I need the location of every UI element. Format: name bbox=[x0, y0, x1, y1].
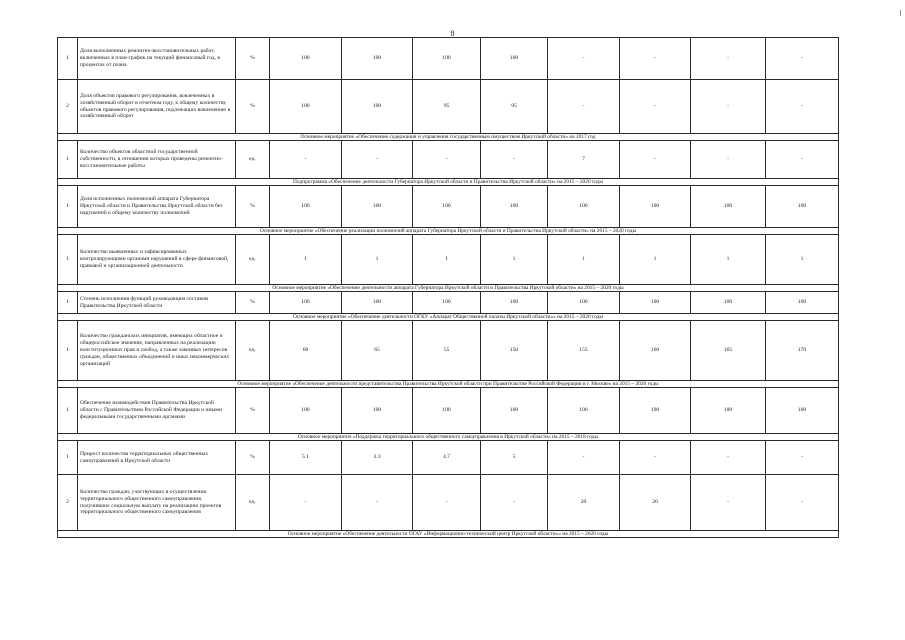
row-number: 2 bbox=[58, 80, 78, 134]
value-cell: 1 bbox=[270, 235, 342, 285]
value-cell: - bbox=[691, 475, 766, 531]
value-cell: 100 bbox=[691, 186, 766, 228]
value-cell: - bbox=[691, 141, 766, 179]
unit-cell: ед. bbox=[236, 141, 270, 179]
value-cell: 100 bbox=[342, 38, 413, 80]
value-cell: 100 bbox=[481, 292, 548, 314]
table-row bbox=[58, 441, 839, 475]
value-cell: - bbox=[548, 80, 620, 134]
unit-cell: % bbox=[236, 80, 270, 134]
value-cell: 7 bbox=[548, 141, 620, 179]
section-header-row bbox=[58, 381, 839, 388]
section-title: Основное мероприятие «Обеспечение деятельности ОГКУ «Аппарат Общественной палаты Иркутской области»» на 2015 – 2020 годы bbox=[58, 314, 839, 321]
row-number: 1 bbox=[58, 388, 78, 434]
value-cell: 100 bbox=[270, 38, 342, 80]
value-cell: 5.1 bbox=[270, 441, 342, 475]
value-cell: 100 bbox=[766, 388, 839, 434]
value-cell: 60 bbox=[270, 321, 342, 381]
value-cell: 100 bbox=[342, 186, 413, 228]
indicator-name: Доля выполненных ремонтно-восстановительных работ, включенных в план-график на текущий финансовый год, в процентах от плана bbox=[78, 38, 236, 80]
section-title: Основное мероприятие «Обеспечение деятельности представительства Правительства Иркутской области при Правительстве Российской Федерации в г. Москве» на 2015 – 2020 годы bbox=[58, 381, 839, 388]
value-cell: 20 bbox=[548, 475, 620, 531]
value-cell: 100 bbox=[481, 186, 548, 228]
row-number: 1 bbox=[58, 141, 78, 179]
value-cell: - bbox=[270, 475, 342, 531]
indicator-name: Доля объектов правового регулирования, вовлеченных в хозяйственный оборот в отчетном году, к общему количеству объектов правового регулирования, подлежащих вовлечению в хозяйственный оборот bbox=[78, 80, 236, 134]
value-cell: - bbox=[620, 141, 691, 179]
value-cell: - bbox=[342, 475, 413, 531]
row-number: 1 bbox=[58, 38, 78, 80]
indicator-name: Доля исполненных полномочий аппарата Губернатора Иркутской области и Правительства Иркутской области без нарушений к общему количеству полномочий bbox=[78, 186, 236, 228]
value-cell: - bbox=[270, 141, 342, 179]
section-header-row bbox=[58, 179, 839, 186]
value-cell: 1 bbox=[548, 235, 620, 285]
value-cell: 100 bbox=[620, 388, 691, 434]
table-row bbox=[58, 475, 839, 531]
value-cell: - bbox=[342, 141, 413, 179]
indicator-name: Количество объектов областной государственной собственности, в отношении которых проведены ремонтно-восстановительные работы bbox=[78, 141, 236, 179]
section-header-row bbox=[58, 285, 839, 292]
value-cell: - bbox=[620, 441, 691, 475]
value-cell: 100 bbox=[270, 388, 342, 434]
unit-cell: ед. bbox=[236, 235, 270, 285]
value-cell: 95 bbox=[481, 80, 548, 134]
value-cell: - bbox=[691, 38, 766, 80]
value-cell: - bbox=[481, 475, 548, 531]
value-cell: 100 bbox=[481, 388, 548, 434]
table-row bbox=[58, 38, 839, 80]
value-cell: 55 bbox=[413, 321, 481, 381]
table-row bbox=[58, 141, 839, 179]
value-cell: 1 bbox=[620, 235, 691, 285]
value-cell: 150 bbox=[481, 321, 548, 381]
value-cell: - bbox=[766, 141, 839, 179]
value-cell: - bbox=[413, 475, 481, 531]
value-cell: 100 bbox=[342, 80, 413, 134]
value-cell: - bbox=[620, 38, 691, 80]
table-row bbox=[58, 186, 839, 228]
section-header-row bbox=[58, 134, 839, 141]
value-cell: 170 bbox=[766, 321, 839, 381]
section-header-row bbox=[58, 314, 839, 321]
value-cell: - bbox=[413, 141, 481, 179]
section-title: Основное мероприятие «Обеспечение деятельности аппарата Губернатора Иркутской области и Правительства Иркутской области» на 2015 – 2020 годы bbox=[58, 285, 839, 292]
indicator-name: Обеспечение взаимодействия Правительства Иркутской области с Правительством Российской Федерации и иными федеральными государственными органами bbox=[78, 388, 236, 434]
value-cell: - bbox=[548, 441, 620, 475]
value-cell: 1 bbox=[691, 235, 766, 285]
indicator-name: Количество выявленных и зафиксированных контролирующими органами нарушений в сфере финансовой, правовой и организационной деятельности bbox=[78, 235, 236, 285]
value-cell: 100 bbox=[620, 186, 691, 228]
value-cell: - bbox=[691, 441, 766, 475]
scan-artifact bbox=[900, 10, 901, 16]
value-cell: 100 bbox=[548, 388, 620, 434]
section-title: Основное мероприятие «Поддержка территориального общественного самоуправления в Иркутской области» на 2015 – 2018 годы bbox=[58, 434, 839, 441]
unit-cell: ед. bbox=[236, 321, 270, 381]
value-cell: 100 bbox=[413, 388, 481, 434]
page-number: 8 bbox=[450, 29, 455, 38]
value-cell: - bbox=[548, 38, 620, 80]
value-cell: 20 bbox=[620, 475, 691, 531]
value-cell: - bbox=[766, 441, 839, 475]
row-number: 1 bbox=[58, 321, 78, 381]
row-number: 2 bbox=[58, 475, 78, 531]
value-cell: 100 bbox=[548, 292, 620, 314]
value-cell: 1 bbox=[342, 235, 413, 285]
table-row bbox=[58, 321, 839, 381]
indicators-table bbox=[57, 37, 839, 538]
value-cell: 100 bbox=[413, 38, 481, 80]
section-title: Основное мероприятие «Обеспечение реализации полномочий аппарата Губернатора Иркутской области и Правительства Иркутской области» на 2015 – 2020 годы bbox=[58, 228, 839, 235]
indicator-name: Количество гражданских инициатив, имеющих областное и общероссийское значение, направленных на реализацию конституционных прав и свобод, а также законных интересов граждан, общественных объединений и иных некоммерческих организаций bbox=[78, 321, 236, 381]
value-cell: 100 bbox=[620, 292, 691, 314]
value-cell: 100 bbox=[691, 388, 766, 434]
value-cell: 100 bbox=[270, 292, 342, 314]
table-row bbox=[58, 388, 839, 434]
section-title: Основное мероприятие «Обеспечение содержания и управления государственным имуществом Иркутской области» на 2017 год bbox=[58, 134, 839, 141]
value-cell: 65 bbox=[342, 321, 413, 381]
value-cell: - bbox=[691, 80, 766, 134]
value-cell: 160 bbox=[620, 321, 691, 381]
section-title: Подпрограмма «Обеспечение деятельности Губернатора Иркутской области и Правительства Иркутской области» на 2015 – 2020 годы bbox=[58, 179, 839, 186]
value-cell: 100 bbox=[270, 186, 342, 228]
value-cell: - bbox=[620, 80, 691, 134]
indicator-name: Степень исполнения функций руководящим составом Правительства Иркутской области bbox=[78, 292, 236, 314]
value-cell: 5 bbox=[481, 441, 548, 475]
row-number: 1 bbox=[58, 186, 78, 228]
value-cell: 155 bbox=[548, 321, 620, 381]
value-cell: 3.3 bbox=[342, 441, 413, 475]
table-row bbox=[58, 292, 839, 314]
unit-cell: ед. bbox=[236, 475, 270, 531]
value-cell: 100 bbox=[766, 292, 839, 314]
value-cell: 100 bbox=[548, 186, 620, 228]
value-cell: 100 bbox=[481, 38, 548, 80]
section-header-row bbox=[58, 228, 839, 235]
value-cell: 100 bbox=[691, 292, 766, 314]
value-cell: 100 bbox=[270, 80, 342, 134]
value-cell: - bbox=[766, 38, 839, 80]
unit-cell: % bbox=[236, 292, 270, 314]
section-title: Основное мероприятие «Обеспечение деятельности ОГАУ «Информационно-технический центр Иркутской области»» на 2015 – 2020 годы bbox=[58, 531, 839, 538]
value-cell: 100 bbox=[342, 292, 413, 314]
table-row bbox=[58, 235, 839, 285]
row-number: 1 bbox=[58, 292, 78, 314]
table-row bbox=[58, 80, 839, 134]
indicator-name: Количество граждан, участвующих в осуществлении территориального общественного самоуправления, получивших социальную выплату на реализацию проектов территориального общественного самоуправления bbox=[78, 475, 236, 531]
indicator-name: Прирост количества территориальных общественных самоуправлений в Иркутской области bbox=[78, 441, 236, 475]
value-cell: 1 bbox=[413, 235, 481, 285]
value-cell: 95 bbox=[413, 80, 481, 134]
value-cell: 100 bbox=[413, 186, 481, 228]
unit-cell: % bbox=[236, 441, 270, 475]
unit-cell: % bbox=[236, 388, 270, 434]
section-header-row bbox=[58, 531, 839, 538]
section-header-row bbox=[58, 434, 839, 441]
value-cell: 4.7 bbox=[413, 441, 481, 475]
unit-cell: % bbox=[236, 38, 270, 80]
unit-cell: % bbox=[236, 186, 270, 228]
value-cell: 100 bbox=[766, 186, 839, 228]
value-cell: 100 bbox=[413, 292, 481, 314]
value-cell: - bbox=[481, 141, 548, 179]
value-cell: 1 bbox=[481, 235, 548, 285]
value-cell: 165 bbox=[691, 321, 766, 381]
row-number: 1 bbox=[58, 235, 78, 285]
value-cell: - bbox=[766, 80, 839, 134]
value-cell: 1 bbox=[766, 235, 839, 285]
row-number: 1 bbox=[58, 441, 78, 475]
value-cell: 100 bbox=[342, 388, 413, 434]
value-cell: - bbox=[766, 475, 839, 531]
